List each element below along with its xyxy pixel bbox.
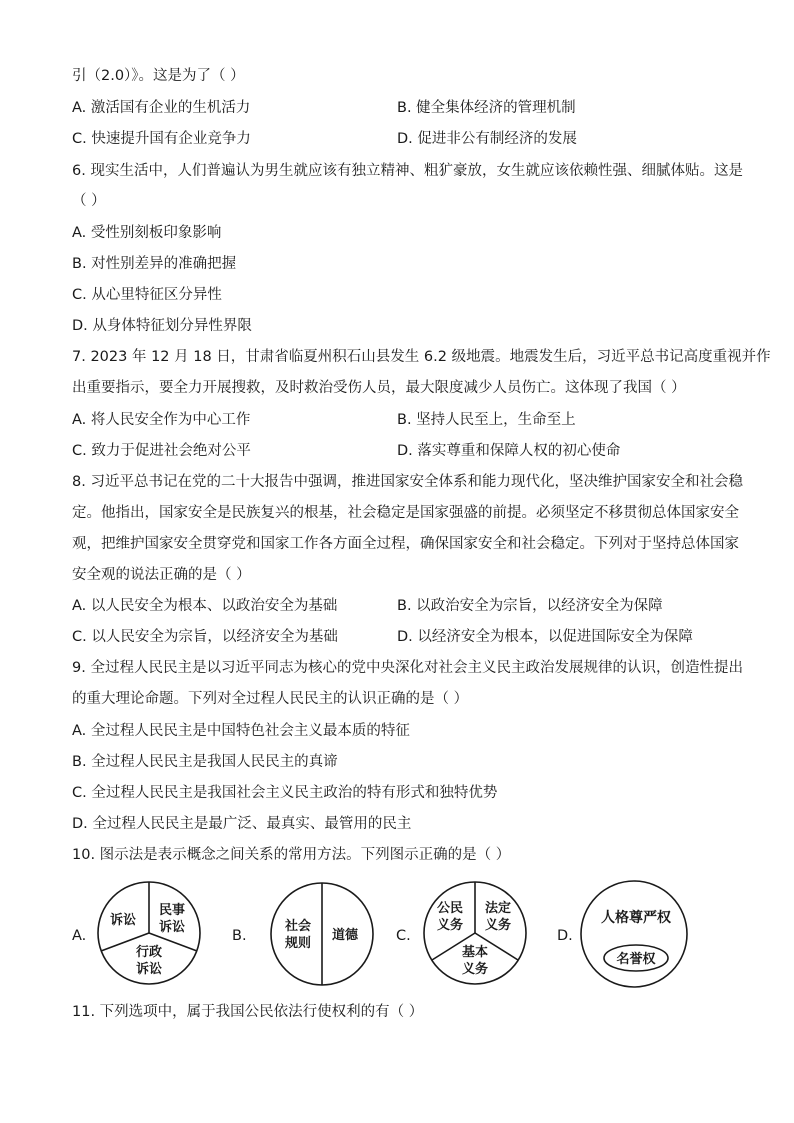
diagram-a-seg3-line1: 行政 [135, 945, 163, 960]
diagram-a [94, 878, 204, 988]
q7-option-b[interactable]: B. 坚持人民至上，生命至上 [397, 412, 576, 428]
q6-stem: 6. 现实生活中，人们普遍认为男生就应该有独立精神、粗犷豪放，女生就应该依赖性强、细腻体贴。这是 [72, 163, 743, 179]
diagram-c-seg2-line1: 法定 [484, 901, 512, 916]
q8-stem-line4: 安全观的说法正确的是（ ） [72, 567, 251, 583]
q5-option-c[interactable]: C. 快速提升国有企业竞争力 [72, 131, 251, 147]
q6-stem-blank: （ ） [72, 193, 106, 209]
q7-option-d[interactable]: D. 落实尊重和保障人权的初心使命 [397, 443, 621, 459]
diagram-a-seg3-line2: 诉讼 [135, 962, 163, 977]
diagram-a-seg2-line2: 诉讼 [158, 920, 186, 935]
q11-stem: 11. 下列选项中，属于我国公民依法行使权利的有（ ） [72, 1004, 424, 1020]
q7-option-c[interactable]: C. 致力于促进社会绝对公平 [72, 443, 251, 459]
diagram-c [420, 878, 530, 988]
q8-option-b[interactable]: B. 以政治安全为宗旨，以经济安全为保障 [397, 598, 663, 614]
diagram-c-seg3-line1: 基本 [461, 945, 489, 960]
diagram-d-outer: 人格尊严权 [601, 910, 671, 926]
q5-option-b[interactable]: B. 健全集体经济的管理机制 [397, 100, 576, 116]
diagram-a-seg2-line1: 民事 [158, 903, 186, 918]
q10-option-b-label[interactable]: B. [232, 928, 247, 944]
q7-option-a[interactable]: A. 将人民安全作为中心工作 [72, 412, 251, 428]
diagram-b-left-line2: 规则 [284, 936, 312, 951]
q8-option-c[interactable]: C. 以人民安全为宗旨，以经济安全为基础 [72, 629, 338, 645]
diagram-d-inner: 名誉权 [616, 952, 656, 967]
q7-stem-line1: 7. 2023 年 12 月 18 日，甘肃省临夏州积石山县发生 6.2 级地震。地震发生后，习近平总书记高度重视并作 [72, 349, 771, 365]
diagram-b [268, 880, 376, 988]
q6-option-b[interactable]: B. 对性别差异的准确把握 [72, 256, 237, 272]
diagram-a-seg1: 诉讼 [109, 913, 137, 928]
q8-option-d[interactable]: D. 以经济安全为根本，以促进国际安全为保障 [397, 629, 693, 645]
q7-stem-line2: 出重要指示，要全力开展搜救，及时救治受伤人员，最大限度减少人员伤亡。这体现了我国（ ） [72, 380, 686, 396]
q9-option-c[interactable]: C. 全过程人民民主是我国社会主义民主政治的特有形式和独特优势 [72, 785, 498, 801]
diagram-d [578, 878, 690, 990]
diagram-c-seg3-line2: 义务 [461, 962, 489, 977]
diagram-b-left-line1: 社会 [284, 919, 312, 934]
diagram-c-seg1-line2: 义务 [436, 918, 464, 933]
q5-option-a[interactable]: A. 激活国有企业的生机活力 [72, 100, 251, 116]
q5-stem-tail: 引（2.0）》。这是为了（ ） [72, 68, 245, 84]
q9-stem-line2: 的重大理论命题。下列对全过程人民民主的认识正确的是（ ） [72, 691, 469, 707]
q8-stem-line2: 定。他指出，国家安全是民族复兴的根基，社会稳定是国家强盛的前提。必须坚定不移贯彻总体国家安全 [72, 505, 739, 521]
q8-stem-line3: 观，把维护国家安全贯穿党和国家工作各方面全过程，确保国家安全和社会稳定。下列对于坚持总体国家 [72, 536, 739, 552]
q8-option-a[interactable]: A. 以人民安全为根本、以政治安全为基础 [72, 598, 338, 614]
q9-option-b[interactable]: B. 全过程人民民主是我国人民民主的真谛 [72, 754, 338, 770]
q5-option-d[interactable]: D. 促进非公有制经济的发展 [397, 131, 577, 147]
q6-option-a[interactable]: A. 受性别刻板印象影响 [72, 225, 222, 241]
diagram-b-right: 道德 [331, 928, 359, 943]
q10-option-a-label[interactable]: A. [72, 928, 87, 944]
q9-stem-line1: 9. 全过程人民民主是以习近平同志为核心的党中央深化对社会主义民主政治发展规律的认识，创造性提出 [72, 660, 743, 676]
q9-option-d[interactable]: D. 全过程人民民主是最广泛、最真实、最管用的民主 [72, 816, 412, 832]
q10-option-d-label[interactable]: D. [557, 928, 573, 944]
q9-option-a[interactable]: A. 全过程人民民主是中国特色社会主义最本质的特征 [72, 723, 410, 739]
diagram-c-seg2-line2: 义务 [484, 918, 512, 933]
diagram-c-seg1-line1: 公民 [436, 901, 464, 916]
q6-option-d[interactable]: D. 从身体特征划分异性界限 [72, 318, 252, 334]
q8-stem-line1: 8. 习近平总书记在党的二十大报告中强调，推进国家安全体系和能力现代化，坚决维护国家安全和社会稳 [72, 474, 743, 490]
q10-option-c-label[interactable]: C. [396, 928, 411, 944]
q10-stem: 10. 图示法是表示概念之间关系的常用方法。下列图示正确的是（ ） [72, 847, 511, 863]
q6-option-c[interactable]: C. 从心里特征区分异性 [72, 287, 222, 303]
